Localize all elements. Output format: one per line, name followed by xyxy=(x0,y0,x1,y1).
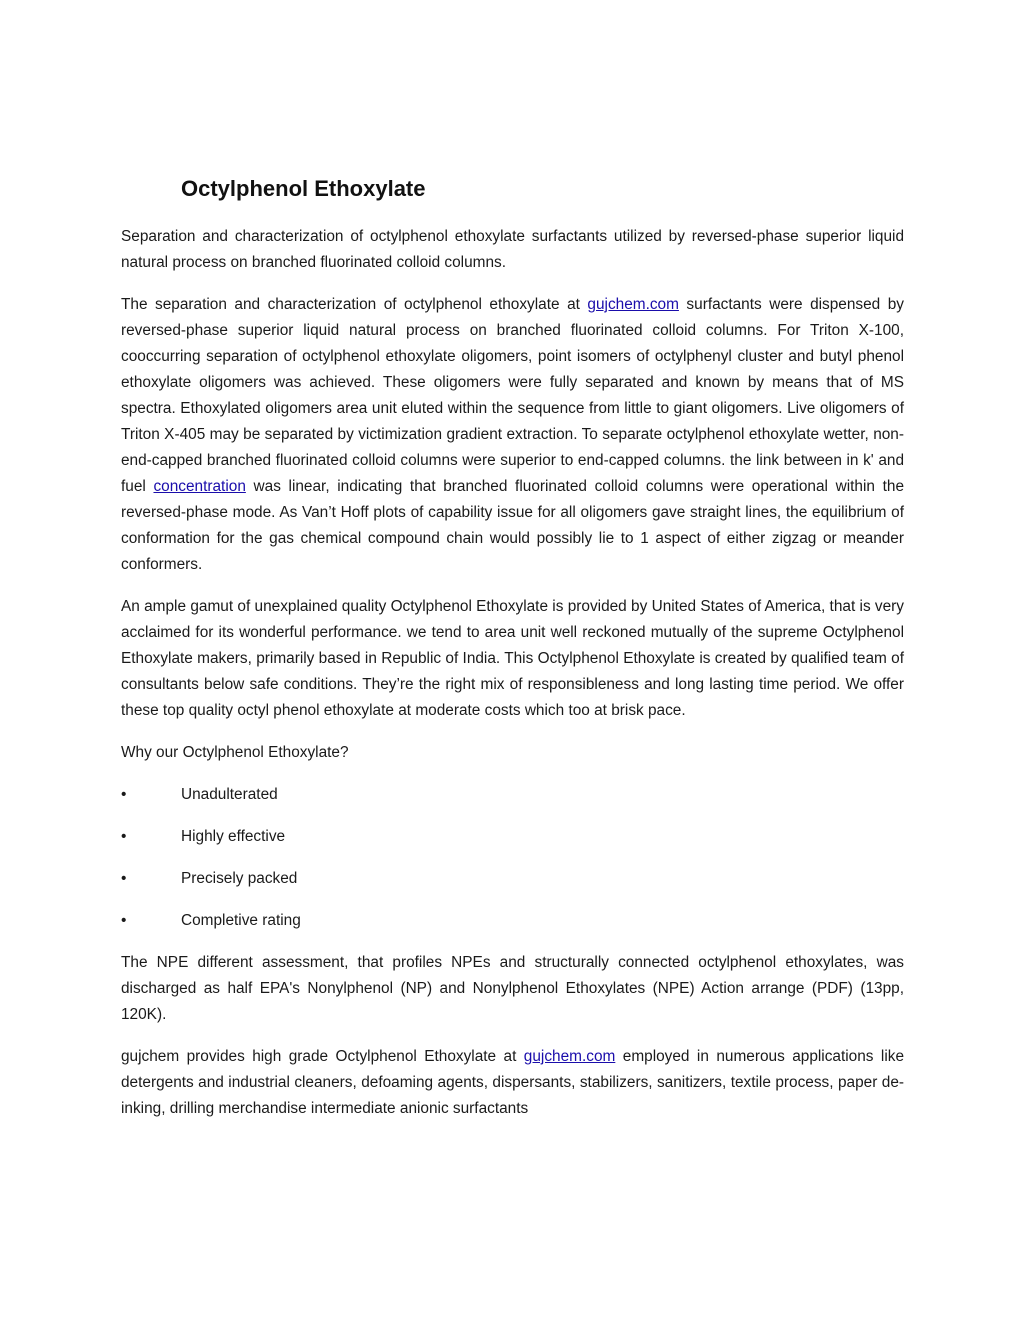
feature-list xyxy=(121,782,904,934)
why-heading: Why our Octylphenol Ethoxylate? xyxy=(121,744,349,761)
npe-paragraph: The NPE different assessment, that profiles NPEs and structurally connected octylphenol ethoxylates, was discharged as half EPA's Nonylphenol (NP) and Nonylphenol Ethoxylates (NPE) Action arrange (PDF) (13pp, 120K). xyxy=(121,954,904,1023)
gujchem-link[interactable]: gujchem.com xyxy=(587,296,679,313)
document-title: Octylphenol Ethoxylate xyxy=(181,176,426,201)
gujchem-text-start: gujchem provides high grade Octylphenol Ethoxylate at xyxy=(121,1048,524,1065)
separation-paragraph xyxy=(121,292,904,578)
list-item xyxy=(121,908,904,934)
separation-text-end: was linear, indicating that branched fluorinated colloid columns were operational within the reversed-phase mode. As Van’t Hoff plots of capability issue for all oligomers gave straight lines, the equilibrium of conformation for the gas chemical compound chain would possibly lie to 1 aspect of either zigzag or meander conformers. xyxy=(121,478,905,573)
document-body xyxy=(121,172,904,1122)
list-item-label: Unadulterated xyxy=(181,786,278,803)
concentration-link[interactable]: concentration xyxy=(153,478,246,495)
list-item-label: Highly effective xyxy=(181,828,286,845)
bullet-icon: • xyxy=(121,828,127,845)
separation-text-middle: surfactants were dispensed by reversed-phase superior liquid natural process on branched fluorinated colloid columns. For Triton X-100, cooccurring separation of octylphenol ethoxylate oligomers, point isomers of octylphenyl cluster and butyl phenol ethoxylate oligomers was achieved. These oligomers were fully separated and known by means that of MS spectra. Ethoxylated oligomers area unit eluted within the sequence from little to giant oligomers. Live oligomers of Triton X-405 may be separated by victimization gradient extraction. To separate octylphenol ethoxylate wetter, non-end-capped branched fluorinated colloid columns were superior to end-capped columns. the link between in k' and fuel xyxy=(121,296,904,495)
list-item xyxy=(121,782,904,808)
gujchem-text-end: employed in numerous applications like detergents and industrial cleaners, defoaming agents, dispersants, stabilizers, sanitizers, textile process, paper de-inking, drilling merchandise intermediate anionic surfactants xyxy=(121,1048,905,1117)
list-item xyxy=(121,866,904,892)
list-item-label: Precisely packed xyxy=(181,870,298,887)
bullet-icon: • xyxy=(121,912,127,929)
bullet-icon: • xyxy=(121,870,127,887)
bullet-icon: • xyxy=(121,786,127,803)
gujchem-link[interactable]: gujchem.com xyxy=(523,1048,616,1065)
list-item-label: Completive rating xyxy=(181,912,301,929)
quality-paragraph: An ample gamut of unexplained quality Octylphenol Ethoxylate is provided by United States of America, that is very acclaimed for its wonderful performance. we tend to area unit well reckoned mutually of the supreme Octylphenol Ethoxylate makers, primarily based in Republic of India. This Octylphenol Ethoxylate is created by qualified team of consultants below safe conditions. They’re the right mix of responsibleness and long lasting time period. We offer these top quality octyl phenol ethoxylate at moderate costs which too at brisk pace. xyxy=(121,598,904,719)
separation-text-start: The separation and characterization of octylphenol ethoxylate at xyxy=(121,296,588,313)
list-item xyxy=(121,824,904,850)
intro-paragraph: Separation and characterization of octylphenol ethoxylate surfactants utilized by reversed-phase superior liquid natural process on branched fluorinated colloid columns. xyxy=(121,228,904,271)
gujchem-paragraph xyxy=(121,1044,904,1122)
